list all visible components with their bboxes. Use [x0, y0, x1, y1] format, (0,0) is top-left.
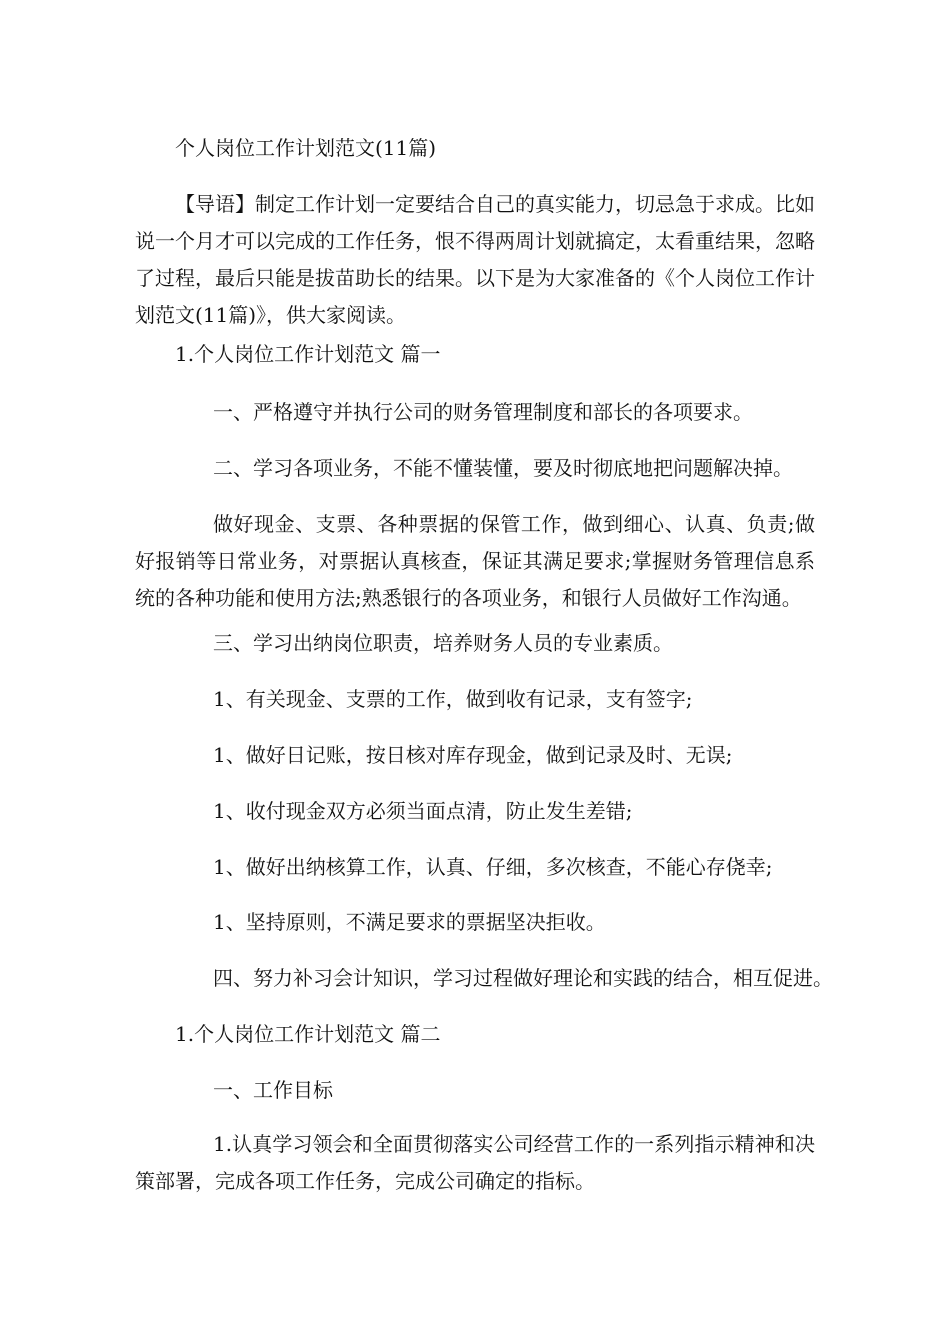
- document-title: 个人岗位工作计划范文(11篇): [175, 136, 437, 160]
- list-item: 1、收付现金双方必须当面点清，防止发生差错;: [213, 799, 633, 823]
- paragraph: 一、工作目标: [213, 1078, 333, 1102]
- paragraph: 一、严格遵守并执行公司的财务管理制度和部长的各项要求。: [213, 400, 753, 424]
- list-item: 1、坚持原则，不满足要求的票据坚决拒收。: [213, 910, 606, 934]
- paragraph: 1.认真学习领会和全面贯彻落实公司经营工作的一系列指示精神和决策部署，完成各项工作任务，完成公司确定的指标。: [135, 1132, 815, 1193]
- paragraph: 四、努力补习会计知识，学习过程做好理论和实践的结合，相互促进。: [213, 966, 833, 990]
- intro-paragraph: 【导语】制定工作计划一定要结合自己的真实能力，切忌急于求成。比如说一个月才可以完成的工作任务，恨不得两周计划就搞定，太看重结果，忽略了过程，最后只能是拔苗助长的结果。以下是为大家准备的《个人岗位工作计划范文(11篇)》，供大家阅读。: [135, 192, 815, 327]
- list-item: 1、有关现金、支票的工作，做到收有记录，支有签字;: [213, 687, 693, 711]
- list-item: 1、做好出纳核算工作，认真、仔细，多次核查，不能心存侥幸;: [213, 855, 773, 879]
- section-heading-2: 1.个人岗位工作计划范文 篇二: [175, 1022, 441, 1046]
- section-heading-1: 1.个人岗位工作计划范文 篇一: [175, 342, 441, 366]
- paragraph: 做好现金、支票、各种票据的保管工作，做到细心、认真、负责;做好报销等日常业务，对票据认真核查，保证其满足要求;掌握财务管理信息系统的各种功能和使用方法;熟悉银行的各项业务，和银行人员做好工作沟通。: [135, 512, 815, 610]
- paragraph: 二、学习各项业务，不能不懂装懂，要及时彻底地把问题解决掉。: [213, 456, 793, 480]
- list-item: 1、做好日记账，按日核对库存现金，做到记录及时、无误;: [213, 743, 733, 767]
- paragraph: 三、学习出纳岗位职责，培养财务人员的专业素质。: [213, 631, 673, 655]
